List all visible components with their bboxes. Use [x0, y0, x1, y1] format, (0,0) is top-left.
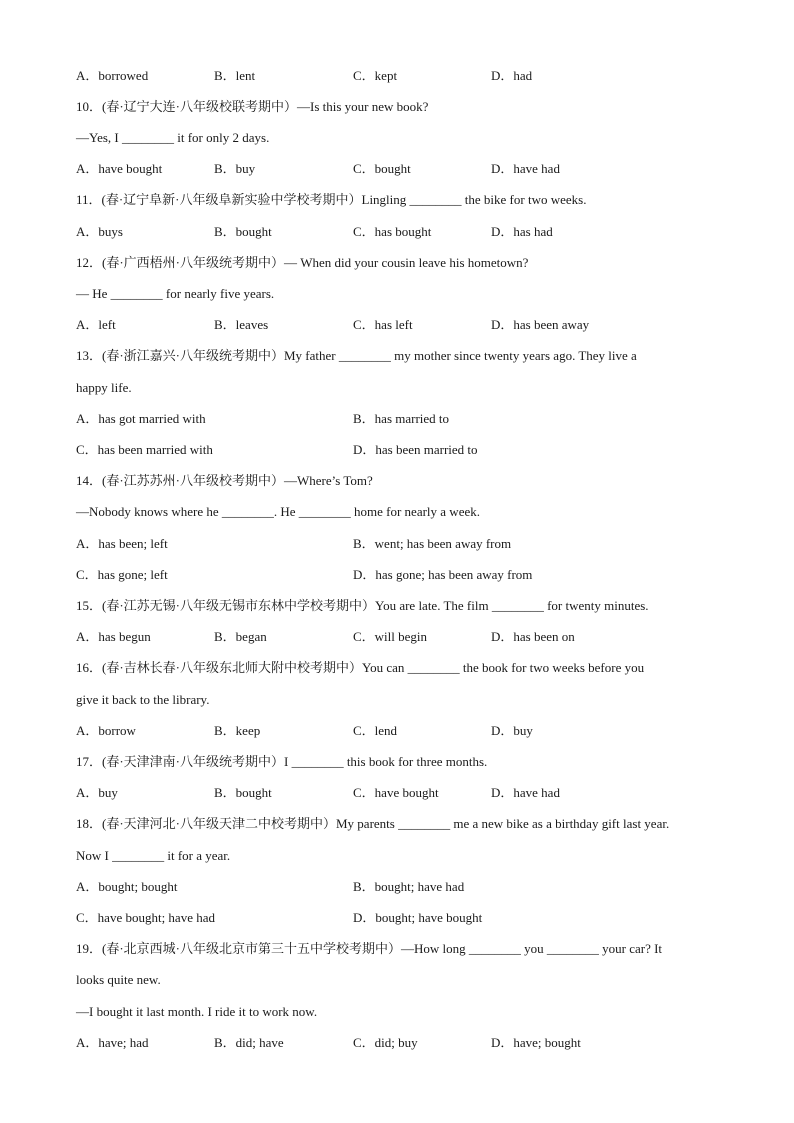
option-b: B．has married to — [353, 411, 450, 426]
question-stem: 18．(春·天津河北·八年级天津二中校考期中）My parents ________ me a new bike as a birthday gift last year. — [76, 816, 670, 831]
question-stem: 19．(春·北京西城·八年级北京市第三十五中学校考期中）—How long ________ you ________ your car? It — [76, 941, 663, 956]
option-a: A．left — [76, 317, 116, 332]
option-b: B．keep — [214, 723, 261, 738]
option-d: D．buy — [491, 723, 533, 738]
option-a: A．has begun — [76, 629, 151, 644]
option-a: A．buys — [76, 224, 123, 239]
option-c: C．has gone; left — [76, 567, 168, 582]
option-d: D．has been on — [491, 629, 575, 644]
option-c: C．has bought — [353, 224, 432, 239]
option-a: A．have bought — [76, 161, 163, 176]
option-d: D．have; bought — [491, 1035, 581, 1050]
option-b: B．lent — [214, 68, 256, 83]
option-d: D．had — [491, 68, 533, 83]
question-stem: 13．(春·浙江嘉兴·八年级统考期中）My father ________ my mother since twenty years ago. They live a — [76, 348, 637, 363]
option-a: A．has been; left — [76, 536, 168, 551]
question-line: —I bought it last month. I ride it to work now. — [76, 1004, 318, 1019]
question-stem: 10．(春·辽宁大连·八年级校联考期中）—Is this your new book? — [76, 99, 429, 114]
option-c: C．have bought; have had — [76, 910, 215, 925]
option-b: B．bought; have had — [353, 879, 465, 894]
option-d: D．has gone; has been away from — [353, 567, 533, 582]
option-d: D．bought; have bought — [353, 910, 483, 925]
option-d: D．has been married to — [353, 442, 478, 457]
option-c: C．did; buy — [353, 1035, 418, 1050]
question-line: looks quite new. — [76, 972, 161, 987]
option-c: C．kept — [353, 68, 398, 83]
option-b: B．bought — [214, 785, 272, 800]
option-c: C．will begin — [353, 629, 428, 644]
option-b: B．bought — [214, 224, 272, 239]
question-stem: 12．(春·广西梧州·八年级统考期中）— When did your cousin leave his hometown? — [76, 255, 529, 270]
option-c: C．has been married with — [76, 442, 213, 457]
question-stem: 15．(春·江苏无锡·八年级无锡市东林中学校考期中）You are late. The film ________ for twenty minutes. — [76, 598, 649, 613]
option-a: A．buy — [76, 785, 118, 800]
option-a: A．borrowed — [76, 68, 149, 83]
option-c: C．lend — [353, 723, 398, 738]
question-stem: 17．(春·天津津南·八年级统考期中）I ________ this book for three months. — [76, 754, 488, 769]
question-line: give it back to the library. — [76, 692, 210, 707]
question-line: happy life. — [76, 380, 132, 395]
option-c: C．has left — [353, 317, 413, 332]
option-b: B．leaves — [214, 317, 269, 332]
question-stem: 11．(春·辽宁阜新·八年级阜新实验中学校考期中）Lingling ________ the bike for two weeks. — [76, 192, 587, 207]
option-d: D．has been away — [491, 317, 590, 332]
option-b: B．began — [214, 629, 267, 644]
option-a: A．has got married with — [76, 411, 206, 426]
option-d: D．have had — [491, 785, 560, 800]
option-a: A．have; had — [76, 1035, 149, 1050]
option-d: D．have had — [491, 161, 560, 176]
option-a: A．borrow — [76, 723, 136, 738]
option-c: C．bought — [353, 161, 411, 176]
option-b: B．went; has been away from — [353, 536, 512, 551]
option-d: D．has had — [491, 224, 553, 239]
option-c: C．have bought — [353, 785, 439, 800]
question-line: Now I ________ it for a year. — [76, 848, 231, 863]
question-stem: 16．(春·吉林长春·八年级东北师大附中校考期中）You can ________ the book for two weeks before you — [76, 660, 645, 675]
question-stem: 14．(春·江苏苏州·八年级校考期中）—Where’s Tom? — [76, 473, 373, 488]
question-line: —Nobody knows where he ________. He ________ home for nearly a week. — [76, 504, 480, 519]
question-line: — He ________ for nearly five years. — [76, 286, 275, 301]
option-b: B．did; have — [214, 1035, 284, 1050]
option-a: A．bought; bought — [76, 879, 178, 894]
question-line: —Yes, I ________ it for only 2 days. — [76, 130, 270, 145]
option-b: B．buy — [214, 161, 256, 176]
